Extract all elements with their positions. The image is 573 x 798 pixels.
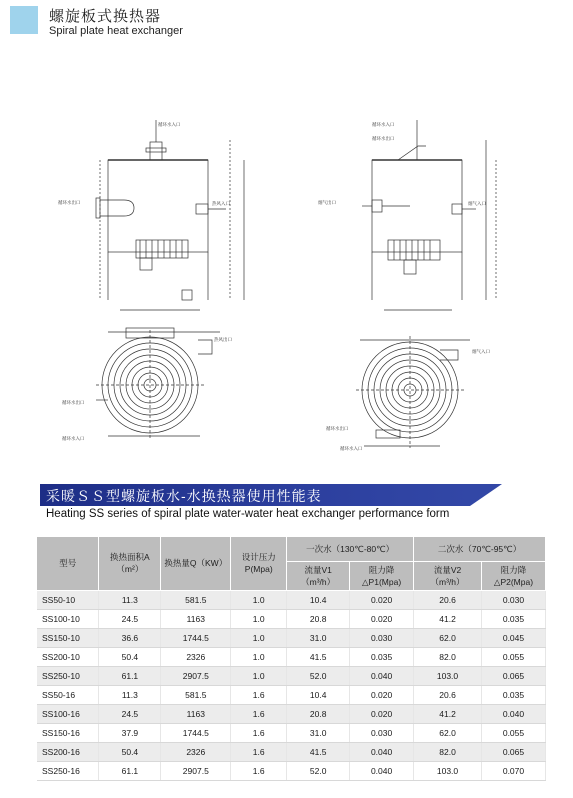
table-row bbox=[37, 761, 546, 780]
left-bottom-label-2: 循环水出口 bbox=[62, 400, 85, 405]
table-cell: SS200-10 bbox=[37, 647, 99, 666]
table-cell: 0.065 bbox=[481, 666, 545, 685]
table-cell: 1.0 bbox=[231, 628, 287, 647]
table-cell: 1.0 bbox=[231, 590, 287, 609]
header-accent-square bbox=[10, 6, 38, 34]
table-cell: 1.6 bbox=[231, 742, 287, 761]
left-top-label-1: 循环水入口 bbox=[158, 122, 181, 127]
table-cell: 2907.5 bbox=[161, 666, 231, 685]
header-secondary-water: 二次水（70℃-95℃） bbox=[414, 537, 546, 561]
right-bottom-label-2: 循环水出口 bbox=[326, 426, 349, 431]
table-cell: 61.1 bbox=[99, 761, 161, 780]
table-cell: 0.030 bbox=[481, 590, 545, 609]
table-cell: 1.6 bbox=[231, 704, 287, 723]
header-area: 换热面积A （m²） bbox=[99, 537, 161, 590]
right-bottom-label-1: 烟气入口 bbox=[472, 349, 490, 354]
table-cell: 0.055 bbox=[481, 723, 545, 742]
table-cell: SS250-10 bbox=[37, 666, 99, 685]
section-title-en: Heating SS series of spiral plate water-water heat exchanger performance form bbox=[46, 508, 450, 520]
header-drop1: 阻力降 △P1(Mpa) bbox=[350, 561, 414, 590]
table-cell: 82.0 bbox=[414, 647, 482, 666]
table-cell: 0.020 bbox=[350, 704, 414, 723]
table-cell: 50.4 bbox=[99, 742, 161, 761]
table-cell: 82.0 bbox=[414, 742, 482, 761]
section-banner bbox=[40, 484, 545, 506]
table-cell: SS200-16 bbox=[37, 742, 99, 761]
table-cell: 41.5 bbox=[287, 742, 350, 761]
table-cell: SS100-10 bbox=[37, 609, 99, 628]
page-title-en: Spiral plate heat exchanger bbox=[49, 25, 183, 37]
table-cell: 20.8 bbox=[287, 704, 350, 723]
table-cell: 10.4 bbox=[287, 685, 350, 704]
header-model: 型号 bbox=[37, 537, 99, 590]
table-cell: 0.040 bbox=[481, 704, 545, 723]
table-cell: 24.5 bbox=[99, 704, 161, 723]
table-cell: SS150-10 bbox=[37, 628, 99, 647]
table-cell: 0.020 bbox=[350, 685, 414, 704]
left-elevation-drawing bbox=[96, 120, 244, 310]
table-row bbox=[37, 647, 546, 666]
table-cell: 581.5 bbox=[161, 590, 231, 609]
table-cell: SS100-16 bbox=[37, 704, 99, 723]
header-primary-water: 一次水（130℃-80℃） bbox=[287, 537, 414, 561]
table-cell: 2326 bbox=[161, 742, 231, 761]
table-cell: 1.0 bbox=[231, 609, 287, 628]
header-pressure: 设计压力 P(Mpa) bbox=[231, 537, 287, 590]
table-cell: 11.3 bbox=[99, 685, 161, 704]
table-cell: 0.040 bbox=[350, 761, 414, 780]
table-cell: 1744.5 bbox=[161, 628, 231, 647]
table-cell: 0.045 bbox=[481, 628, 545, 647]
table-cell: 52.0 bbox=[287, 761, 350, 780]
table-cell: 37.9 bbox=[99, 723, 161, 742]
right-top-label-3: 烟气入口 bbox=[468, 201, 486, 206]
table-cell: 0.030 bbox=[350, 723, 414, 742]
table-row bbox=[37, 590, 546, 609]
table-row bbox=[37, 704, 546, 723]
table-row bbox=[37, 609, 546, 628]
table-cell: 11.3 bbox=[99, 590, 161, 609]
table-cell: 41.2 bbox=[414, 609, 482, 628]
table-cell: 36.6 bbox=[99, 628, 161, 647]
table-cell: 0.020 bbox=[350, 590, 414, 609]
table-cell: 2326 bbox=[161, 647, 231, 666]
table-cell: 0.070 bbox=[481, 761, 545, 780]
table-cell: 1.0 bbox=[231, 647, 287, 666]
table-cell: SS50-16 bbox=[37, 685, 99, 704]
table-cell: 2907.5 bbox=[161, 761, 231, 780]
header-heat: 换热量Q（KW） bbox=[161, 537, 231, 590]
table-cell: 103.0 bbox=[414, 761, 482, 780]
header-flow2: 流量V2 （m³/h） bbox=[414, 561, 482, 590]
table-cell: 50.4 bbox=[99, 647, 161, 666]
table-cell: 1163 bbox=[161, 609, 231, 628]
table-row bbox=[37, 666, 546, 685]
table-cell: 0.065 bbox=[481, 742, 545, 761]
section-title-zh: 采暖ＳＳ型螺旋板水-水换热器使用性能表 bbox=[46, 488, 322, 504]
table-cell: 0.020 bbox=[350, 609, 414, 628]
table-cell: 31.0 bbox=[287, 723, 350, 742]
table-cell: 1.0 bbox=[231, 666, 287, 685]
table-cell: 31.0 bbox=[287, 628, 350, 647]
table-cell: SS250-16 bbox=[37, 761, 99, 780]
table-cell: 103.0 bbox=[414, 666, 482, 685]
left-top-label-2: 循环水出口 bbox=[58, 200, 81, 205]
table-cell: 10.4 bbox=[287, 590, 350, 609]
banner-tip bbox=[470, 484, 502, 506]
table-cell: 0.035 bbox=[350, 647, 414, 666]
left-plan-spiral-drawing bbox=[96, 328, 220, 440]
table-cell: 1744.5 bbox=[161, 723, 231, 742]
header-drop2: 阻力降 △P2(Mpa) bbox=[481, 561, 545, 590]
table-cell: 20.6 bbox=[414, 590, 482, 609]
page-title-zh: 螺旋板式换热器 bbox=[49, 8, 162, 25]
table-cell: 41.2 bbox=[414, 704, 482, 723]
table-cell: 0.040 bbox=[350, 666, 414, 685]
table-cell: 0.030 bbox=[350, 628, 414, 647]
right-top-label-1: 循环水入口 bbox=[372, 122, 395, 127]
table-row bbox=[37, 685, 546, 704]
table-cell: 1.6 bbox=[231, 761, 287, 780]
table-cell: 1163 bbox=[161, 704, 231, 723]
table-row bbox=[37, 723, 546, 742]
table-cell: 20.6 bbox=[414, 685, 482, 704]
performance-table-body bbox=[37, 590, 546, 780]
table-cell: 1.6 bbox=[231, 685, 287, 704]
table-cell: 0.040 bbox=[350, 742, 414, 761]
table-cell: 61.1 bbox=[99, 666, 161, 685]
table-row bbox=[37, 742, 546, 761]
table-cell: 52.0 bbox=[287, 666, 350, 685]
table-cell: SS50-10 bbox=[37, 590, 99, 609]
right-elevation-drawing bbox=[362, 120, 496, 310]
table-cell: 581.5 bbox=[161, 685, 231, 704]
table-cell: 20.8 bbox=[287, 609, 350, 628]
right-plan-spiral-drawing bbox=[356, 336, 470, 448]
table-cell: 62.0 bbox=[414, 628, 482, 647]
right-top-label-4: 烟气出口 bbox=[318, 200, 336, 205]
table-cell: 41.5 bbox=[287, 647, 350, 666]
performance-table bbox=[37, 537, 546, 781]
left-bottom-label-1: 热风出口 bbox=[214, 337, 232, 342]
banner-bar bbox=[40, 484, 470, 506]
table-cell: 62.0 bbox=[414, 723, 482, 742]
left-top-label-3: 热风入口 bbox=[212, 201, 230, 206]
table-cell: 1.6 bbox=[231, 723, 287, 742]
table-cell: SS150-16 bbox=[37, 723, 99, 742]
table-cell: 0.035 bbox=[481, 685, 545, 704]
table-row bbox=[37, 628, 546, 647]
left-bottom-label-3: 循环水入口 bbox=[62, 436, 85, 441]
right-bottom-label-3: 循环水入口 bbox=[340, 446, 363, 451]
header-flow1: 流量V1 （m³/h） bbox=[287, 561, 350, 590]
right-top-label-2: 循环水出口 bbox=[372, 136, 395, 141]
technical-drawings bbox=[0, 100, 573, 460]
table-cell: 0.055 bbox=[481, 647, 545, 666]
table-cell: 0.035 bbox=[481, 609, 545, 628]
table-cell: 24.5 bbox=[99, 609, 161, 628]
